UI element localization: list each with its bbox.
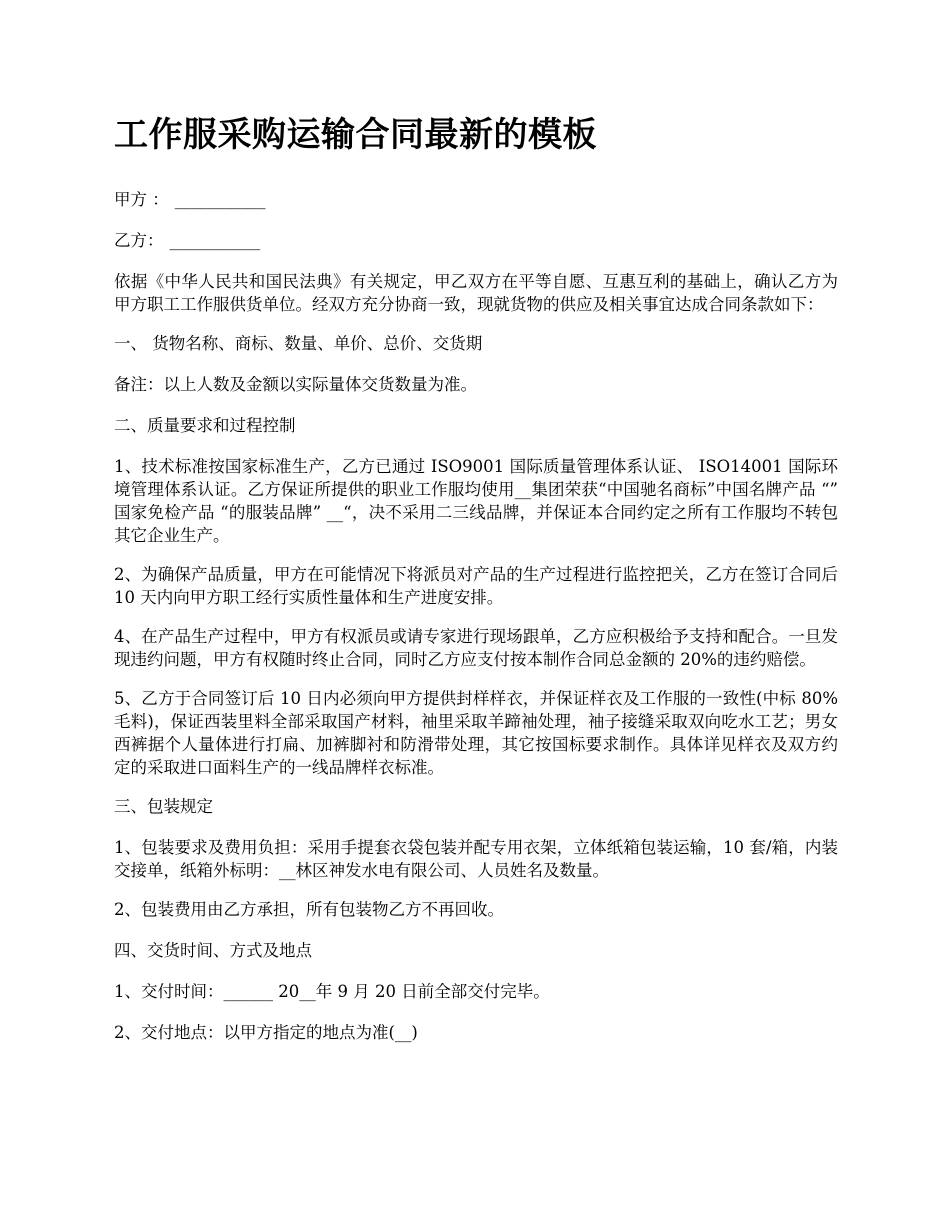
- section-1-heading: 一、 货物名称、商标、数量、单价、总价、交货期: [114, 334, 483, 353]
- party-a-blank: ___________: [174, 190, 266, 209]
- clause-2-5-paragraph: 5、乙方于合同签订后 10 日内必须向甲方提供封样样衣，并保证样衣及工作服的一致性(中标 80%毛料)，保证西装里料全部采取国产材料，袖里采取羊蹄袖处理，袖子接缝采取双向吃水工艺；男女西裤据个人量体进行打扁、加裤脚衬和防滑带处理，其它按国标要求制作。具体详见样衣及双方约定的采取进口面料生产的一线品牌样衣标准。: [114, 689, 838, 777]
- clause-3-1-paragraph: 1、包装要求及费用负担：采用手提套衣袋包装并配专用衣架，立体纸箱包装运输，10 套/箱，内装交接单，纸箱外标明：__林区神发水电有限公司、人员姓名及数量。: [114, 838, 838, 880]
- clause-2-1-paragraph: 1、技术标准按国家标准生产，乙方已通过 ISO9001 国际质量管理体系认证、 ISO14001 国际环境管理体系认证。乙方保证所提供的职业工作服均使用__集团荣获“中国驰名商标”中国名牌产品 “” 国家免检产品 “的服装品牌” __“，决不采用二三线品牌，并保证本合同约定之所有工作服均不转包其它企业生产。: [114, 457, 838, 545]
- clause-4-1-paragraph: 1、交付时间：______ 20__年 9 月 20 日前全部交付完毕。: [114, 982, 550, 1001]
- clause-3-2-paragraph: 2、包装费用由乙方承担，所有包装物乙方不再回收。: [114, 900, 504, 919]
- party-b-label: 乙方：: [114, 231, 164, 250]
- party-b-line: [114, 229, 838, 252]
- clause-2-4-paragraph: 4、在产品生产过程中，甲方有权派员或请专家进行现场跟单，乙方应积极给予支持和配合。一旦发现违约问题，甲方有权随时终止合同，同时乙方应支付按本制作合同总金额的 20%的违约赔偿。: [114, 627, 838, 669]
- clause-2-2-paragraph: 2、为确保产品质量，甲方在可能情况下将派员对产品的生产过程进行监控把关，乙方在签订合同后 10 天内向甲方职工经行实质性量体和生产进度安排。: [114, 565, 838, 607]
- party-a-label: 甲方 ：: [114, 190, 169, 209]
- section-4-heading: 四、交货时间、方式及地点: [114, 941, 312, 960]
- remark-paragraph: 备注：以上人数及金额以实际量体交货数量为准。: [114, 375, 477, 394]
- section-2-heading: 二、质量要求和过程控制: [114, 416, 296, 435]
- section-3-heading: 三、包装规定: [114, 797, 213, 816]
- preamble-paragraph: 依据《中华人民共和国民法典》有关规定，甲乙双方在平等自愿、互惠互利的基础上，确认乙方为甲方职工工作服供货单位。经双方充分协商一致，现就货物的供应及相关事宜达成合同条款如下：: [114, 272, 838, 314]
- clause-4-2-paragraph: 2、交付地点：以甲方指定的地点为准(__): [114, 1023, 418, 1042]
- party-b-blank: ___________: [169, 231, 261, 250]
- party-a-line: [114, 188, 838, 211]
- document-title: 工作服采购运输合同最新的模板: [114, 115, 597, 155]
